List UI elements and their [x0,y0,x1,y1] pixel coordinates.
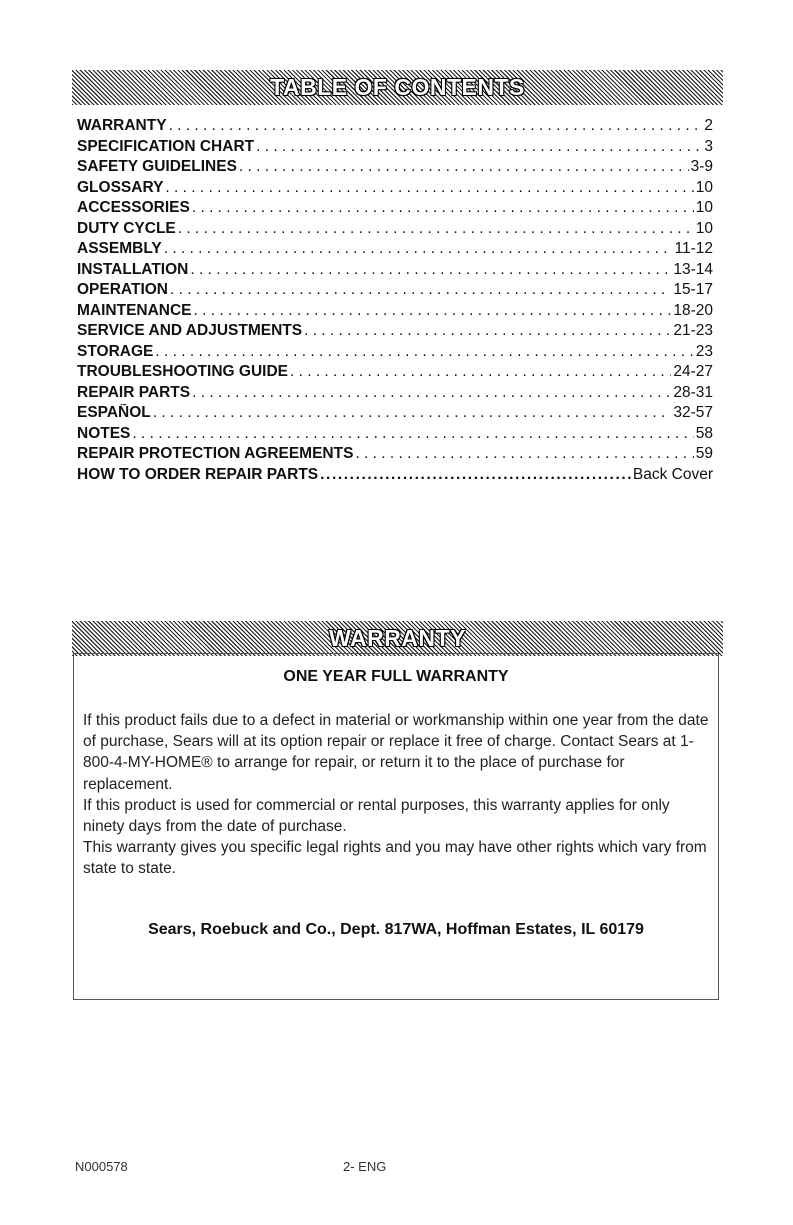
warranty-paragraph: If this product is used for commercial or rental purposes, this warranty applies for only ninety days from the date of purchase. [83,796,670,836]
toc-entry-page: 10 [695,199,713,216]
toc-entry-repair-protection-agreements [77,445,713,466]
toc-leader-dots [164,240,673,258]
toc-entry-title: ACCESSORIES [77,199,190,216]
toc-leader-dots [165,179,693,197]
toc-entry-title: SERVICE AND ADJUSTMENTS [77,322,303,339]
toc-entry-title: NOTES [77,424,131,442]
toc-entry-page: 21-23 [673,322,713,339]
toc-leader-dots [178,220,694,238]
toc-entry-title: SAFETY GUIDELINES [77,158,237,175]
warranty-banner [72,621,723,656]
toc-entry-troubleshooting-guide [77,363,713,384]
toc-leader-dots [153,404,672,422]
toc-entry-title: SPECIFICATION CHART [77,137,255,155]
toc-entry-glossary [77,179,713,200]
toc-entry-page: 15-17 [673,281,713,298]
toc-leader-dots [169,117,703,135]
warranty-box [73,653,719,1000]
toc-entry-repair-parts [77,384,713,405]
toc-banner [72,70,723,105]
table-of-contents [77,117,713,486]
toc-entry-page: 18-20 [673,301,713,319]
toc-entry-page: Back Cover [632,465,713,483]
toc-entry-maintenance [77,302,713,323]
toc-entry-title: REPAIR PARTS [77,383,191,401]
toc-entry-page: 28-31 [673,383,713,401]
toc-leader-dots [132,425,693,443]
toc-entry-notes [77,425,713,446]
toc-entry-page: 32-57 [673,404,713,421]
toc-entry-installation [77,261,713,282]
toc-leader-dots [190,261,671,279]
toc-entry-page: 24-27 [673,363,713,380]
toc-leader-dots [355,445,693,463]
warranty-paragraph: If this product fails due to a defect in material or workmanship within one year from the date of purchase, Sears will at its option repair or replace it free of charge. Contact Sears at 1-800-4-MY-HOME® to arrange for repair, or return it to the place of purchase for replacement. [83,712,709,793]
toc-entry-page: 2 [704,117,713,134]
toc-entry-page: 3 [704,137,713,155]
toc-entry-espanol [77,404,713,425]
toc-entry-title: REPAIR PROTECTION AGREEMENTS [77,445,354,462]
toc-leader-dots [155,343,693,361]
toc-heading: TABLE OF CONTENTS [270,74,525,100]
toc-entry-title: TROUBLESHOOTING GUIDE [77,363,288,380]
page-number: 2- ENG [343,1159,387,1174]
toc-entry-page: 13-14 [673,260,713,278]
toc-entry-title: STORAGE [77,342,154,360]
toc-entry-title: ESPAÑOL [77,404,151,421]
warranty-body [83,710,710,880]
warranty-address: Sears, Roebuck and Co., Dept. 817WA, Hoffman Estates, IL 60179 [148,921,644,938]
toc-entry-title: OPERATION [77,281,168,298]
toc-leader-dots [170,281,671,299]
warranty-heading: WARRANTY [329,625,466,651]
toc-entry-title: WARRANTY [77,117,167,134]
toc-entry-page: 10 [695,219,713,237]
toc-entry-title: GLOSSARY [77,178,164,196]
toc-entry-specification-chart [77,138,713,159]
toc-leader-dots [192,199,694,217]
toc-entry-warranty [77,117,713,138]
toc-entry-duty-cycle [77,220,713,241]
toc-leader-dots [194,302,672,320]
toc-leader-dots [304,322,671,340]
toc-leader-dots [239,158,689,176]
toc-leader-dots [290,363,671,381]
toc-entry-how-to-order-repair-parts [77,466,713,487]
toc-entry-page: 3-9 [690,158,713,175]
toc-entry-storage [77,343,713,364]
toc-entry-accessories [77,199,713,220]
toc-entry-page: 10 [695,178,713,196]
toc-entry-assembly [77,240,713,261]
toc-leader-dots [256,138,702,156]
toc-entry-title: INSTALLATION [77,260,189,278]
warranty-paragraph: This warranty gives you specific legal rights and you may have other rights which vary from state to state. [83,839,707,878]
document-code: N000578 [75,1159,128,1174]
toc-leader-dots [320,466,631,484]
toc-leader-dots [192,384,671,402]
toc-entry-title: MAINTENANCE [77,301,192,319]
toc-entry-title: HOW TO ORDER REPAIR PARTS [77,465,319,483]
toc-entry-service-and-adjustments [77,322,713,343]
toc-entry-page: 23 [695,342,713,360]
toc-entry-operation [77,281,713,302]
toc-entry-safety-guidelines [77,158,713,179]
toc-entry-title: DUTY CYCLE [77,219,176,237]
warranty-box-title: ONE YEAR FULL WARRANTY [283,668,509,685]
toc-entry-title: ASSEMBLY [77,240,162,257]
toc-entry-page: 59 [695,445,713,462]
toc-entry-page: 58 [695,424,713,442]
toc-entry-page: 11-12 [674,240,713,257]
